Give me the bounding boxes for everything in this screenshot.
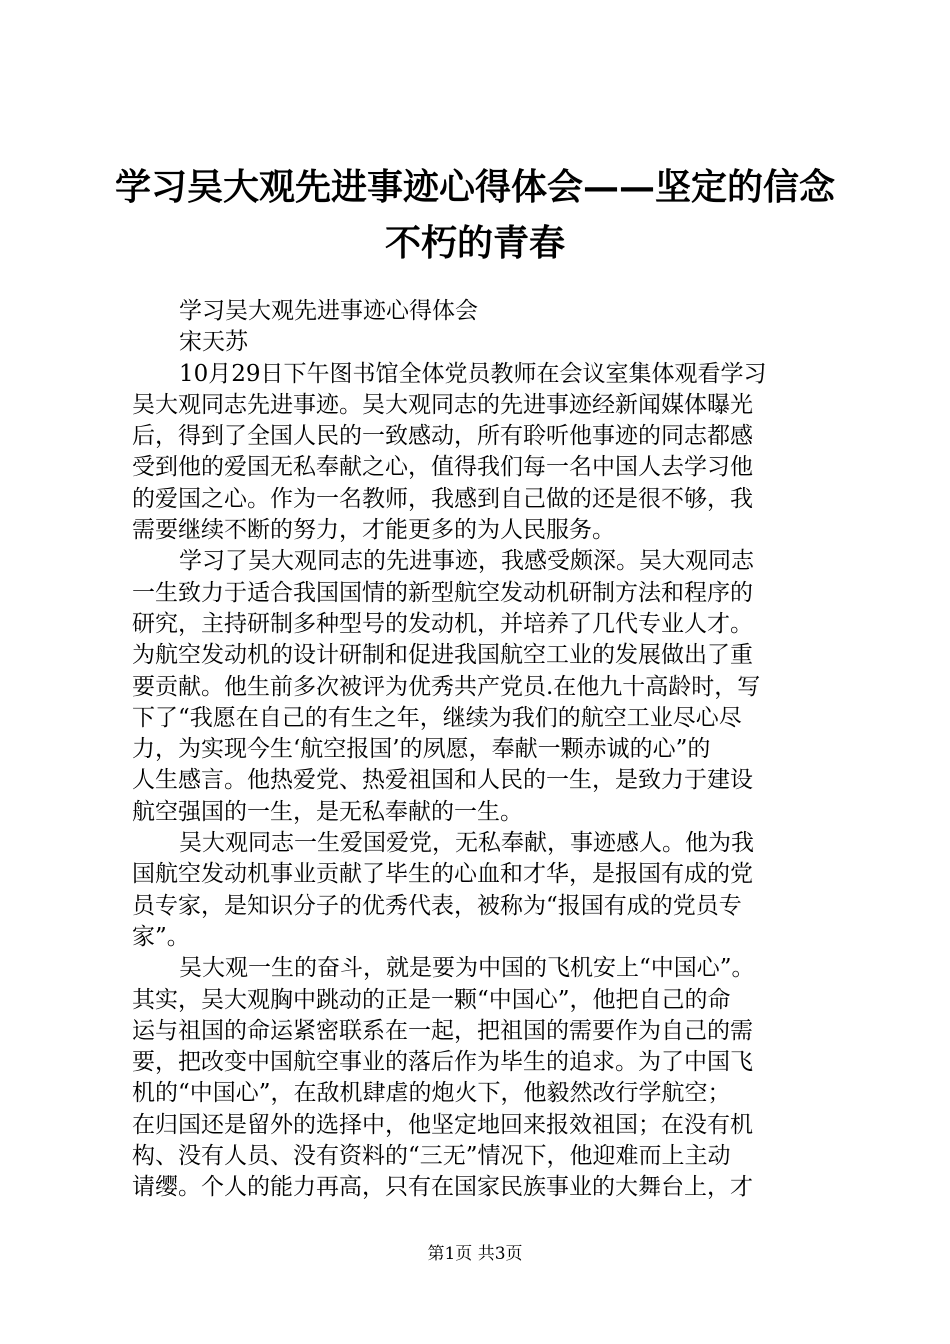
paragraph-2-line: 人生感言。他热爱党、热爱祖国和人民的一生，是致力于建设: [132, 767, 753, 794]
document-body: [132, 296, 832, 1204]
author-line: 宋天苏: [179, 329, 248, 356]
document-title-line-1: 学习吴大观先进事迹心得体会——坚定的信念: [114, 166, 835, 208]
paragraph-3-line: 国航空发动机事业贡献了毕生的心血和才华，是报国有成的党: [132, 861, 753, 888]
paragraph-4-line: 运与祖国的命运紧密联系在一起，把祖国的需要作为自己的需: [132, 1017, 753, 1044]
paragraph-4-line: 其实，吴大观胸中跳动的正是一颗“中国心”，他把自己的命: [132, 986, 731, 1013]
paragraph-2-line: 下了“我愿在自己的有生之年，继续为我们的航空工业尽心尽: [132, 704, 742, 731]
paragraph-3-line: 吴大观同志一生爱国爱党，无私奉献，事迹感人。他为我: [179, 830, 754, 857]
paragraph-1-line: 后，得到了全国人民的一致感动，所有聆听他事迹的同志都感: [132, 423, 753, 450]
paragraph-2-line: 研究，主持研制多种型号的发动机，并培养了几代专业人才。: [132, 610, 753, 637]
paragraph-2-line: 学习了吴大观同志的先进事迹，我感受颇深。吴大观同志: [179, 548, 754, 575]
paragraph-2-line: 要贡献。他生前多次被评为优秀共产党员.在他九十高龄时，写: [132, 673, 761, 700]
paragraph-4-line: 要，把改变中国航空事业的落后作为毕生的追求。为了中国飞: [132, 1049, 753, 1076]
paragraph-2-line: 力，为实现今生‘航空报国’的夙愿，奉献一颗赤诚的心”的: [132, 736, 711, 763]
paragraph-4-line: 在归国还是留外的选择中，他坚定地回来报效祖国；在没有机: [132, 1111, 753, 1138]
paragraph-4-line: 吴大观一生的奋斗，就是要为中国的飞机安上“中国心”。: [179, 955, 755, 982]
paragraph-4-line: 请缨。个人的能力再高，只有在国家民族事业的大舞台上，才: [132, 1174, 753, 1201]
paragraph-1-line: 10月29日下午图书馆全体党员教师在会议室集体观看学习: [179, 360, 767, 387]
document-title-line-2: 不朽的青春: [384, 222, 565, 264]
page-footer: 第1页 共3页: [427, 1244, 523, 1264]
paragraph-3-line: 家”。: [132, 923, 190, 950]
paragraph-3-line: 员专家，是知识分子的优秀代表，被称为“报国有成的党员专: [132, 892, 742, 919]
paragraph-1-line: 吴大观同志先进事迹。吴大观同志的先进事迹经新闻媒体曝光: [132, 391, 753, 418]
subtitle-line: 学习吴大观先进事迹心得体会: [179, 298, 478, 324]
paragraph-2-line: 航空强国的一生，是无私奉献的一生。: [132, 798, 523, 825]
paragraph-2-line: 一生致力于适合我国国情的新型航空发动机研制方法和程序的: [132, 579, 753, 606]
paragraph-2-line: 为航空发动机的设计研制和促进我国航空工业的发展做出了重: [132, 642, 753, 669]
paragraph-4-line: 机的“中国心”，在敌机肆虐的炮火下，他毅然改行学航空；: [132, 1080, 731, 1107]
paragraph-4-line: 构、没有人员、没有资料的“三无”情况下，他迎难而上主动: [132, 1143, 731, 1170]
paragraph-1-line: 受到他的爱国无私奉献之心，值得我们每一名中国人去学习他: [132, 454, 753, 481]
paragraph-1-line: 需要继续不断的努力，才能更多的为人民服务。: [132, 517, 615, 544]
paragraph-1-line: 的爱国之心。作为一名教师，我感到自己做的还是很不够，我: [132, 485, 753, 512]
